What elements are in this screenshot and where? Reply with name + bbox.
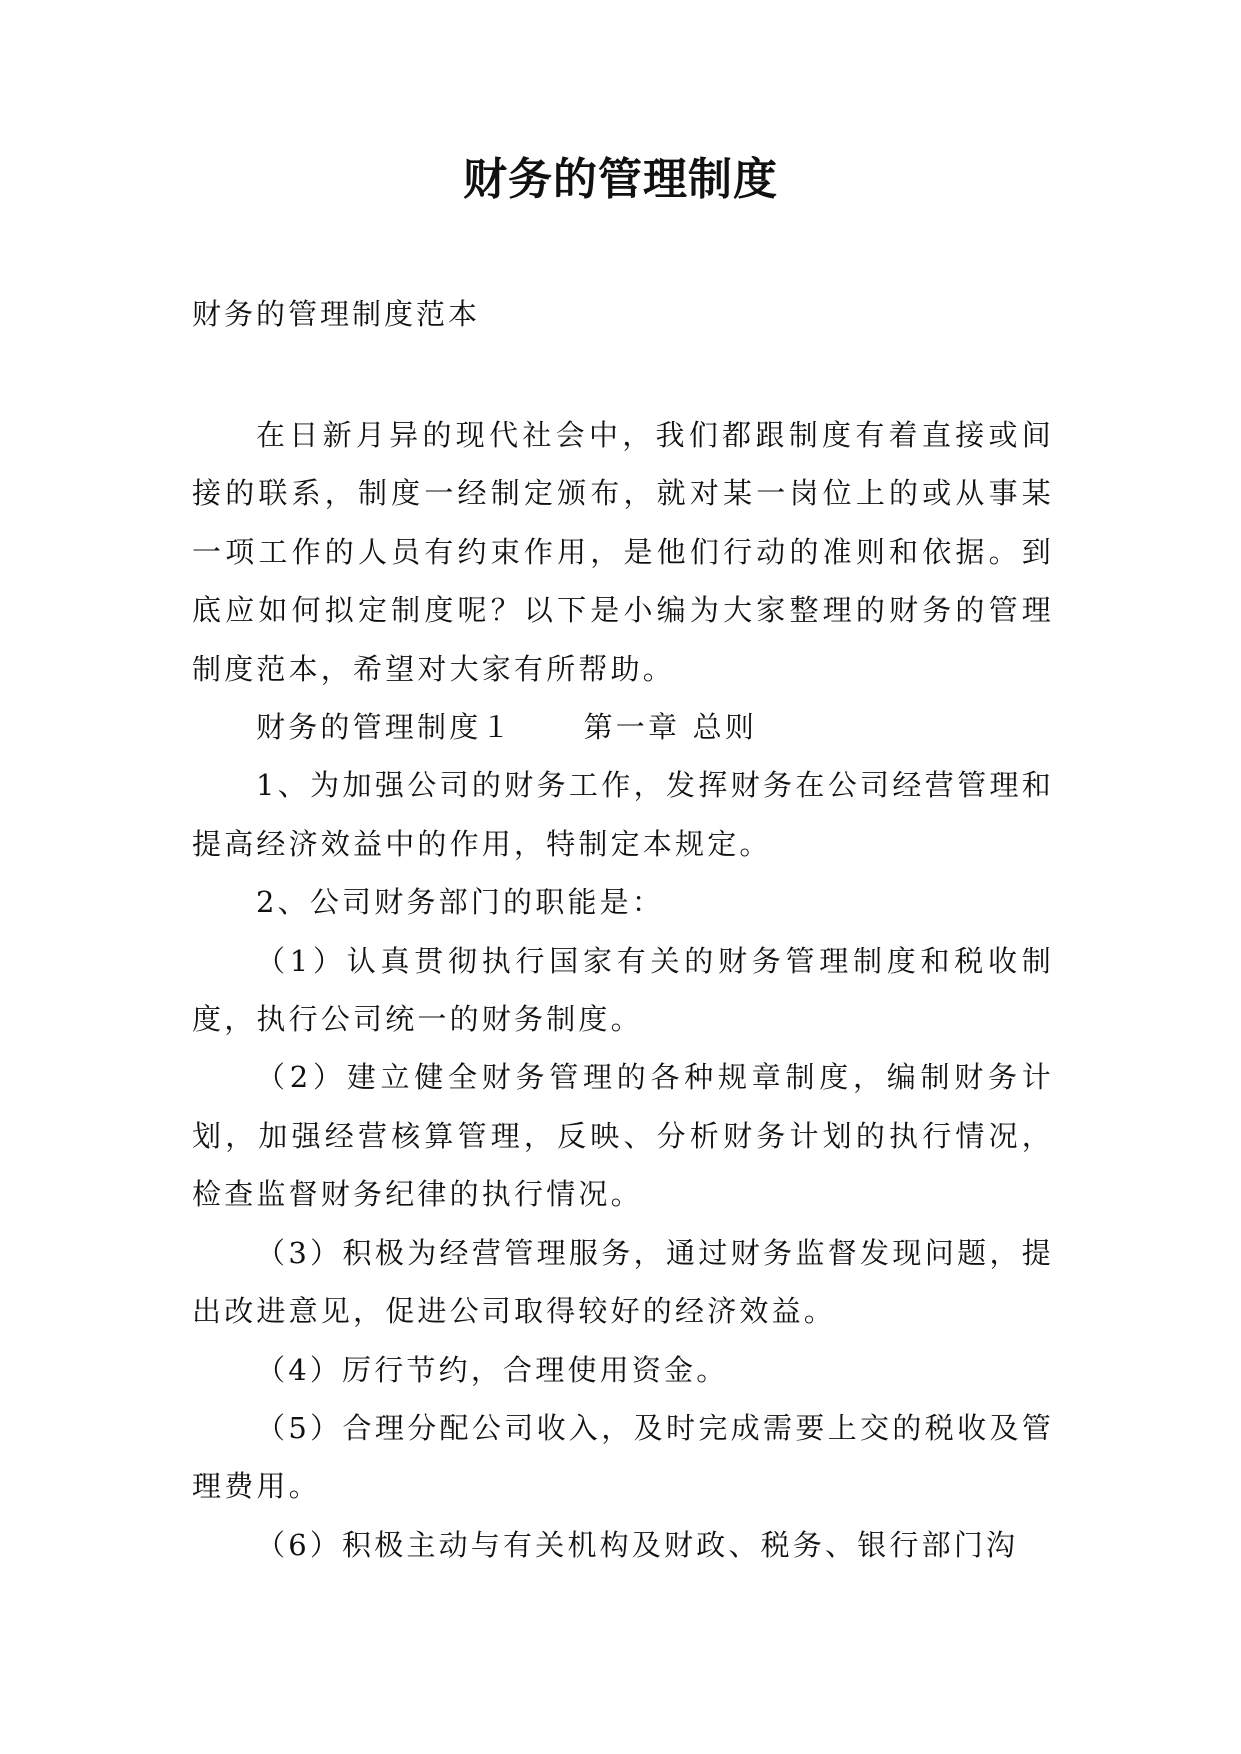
paragraph-item-3: （3）积极为经营管理服务，通过财务监督发现问题，提出改进意见，促进公司取得较好的经济效益。 <box>192 1235 1054 1329</box>
document-subtitle: 财务的管理制度范本 <box>192 297 481 331</box>
paragraph-article-1: 1、为加强公司的财务工作，发挥财务在公司经营管理和提高经济效益中的作用，特制定本规定。 <box>192 768 1054 861</box>
paragraph-article-2: 2、公司财务部门的职能是： <box>256 885 665 920</box>
chapter-heading: 第一章 总则 <box>583 710 758 745</box>
document-body <box>192 406 1054 1574</box>
section-heading-line <box>192 698 1054 756</box>
paragraph-item-2: （2）建立健全财务管理的各种规章制度，编制财务计划，加强经营核算管理，反映、分析财务计划的执行情况，检查监督财务纪律的执行情况。 <box>192 1060 1054 1212</box>
paragraph-item-1: （1）认真贯彻执行国家有关的财务管理制度和税收制度，执行公司统一的财务制度。 <box>192 943 1054 1037</box>
paragraph-item-5: （5）合理分配公司收入，及时完成需要上交的税收及管理费用。 <box>192 1410 1054 1504</box>
intro-paragraph: 在日新月异的现代社会中，我们都跟制度有着直接或间接的联系，制度一经制定颁布，就对某一岗位上的或从事某一项工作的人员有约束作用，是他们行动的准则和依据。到底应如何拟定制度呢？以下是小编为大家整理的财务的管理制度范本，希望对大家有所帮助。 <box>192 418 1054 686</box>
paragraph-item-6: （6）积极主动与有关机构及财政、税务、银行部门沟 <box>256 1527 1019 1562</box>
section-heading: 财务的管理制度１ <box>256 710 514 745</box>
document-title: 财务的管理制度 <box>463 154 778 205</box>
paragraph-item-4: （4）厉行节约，合理使用资金。 <box>256 1352 729 1387</box>
